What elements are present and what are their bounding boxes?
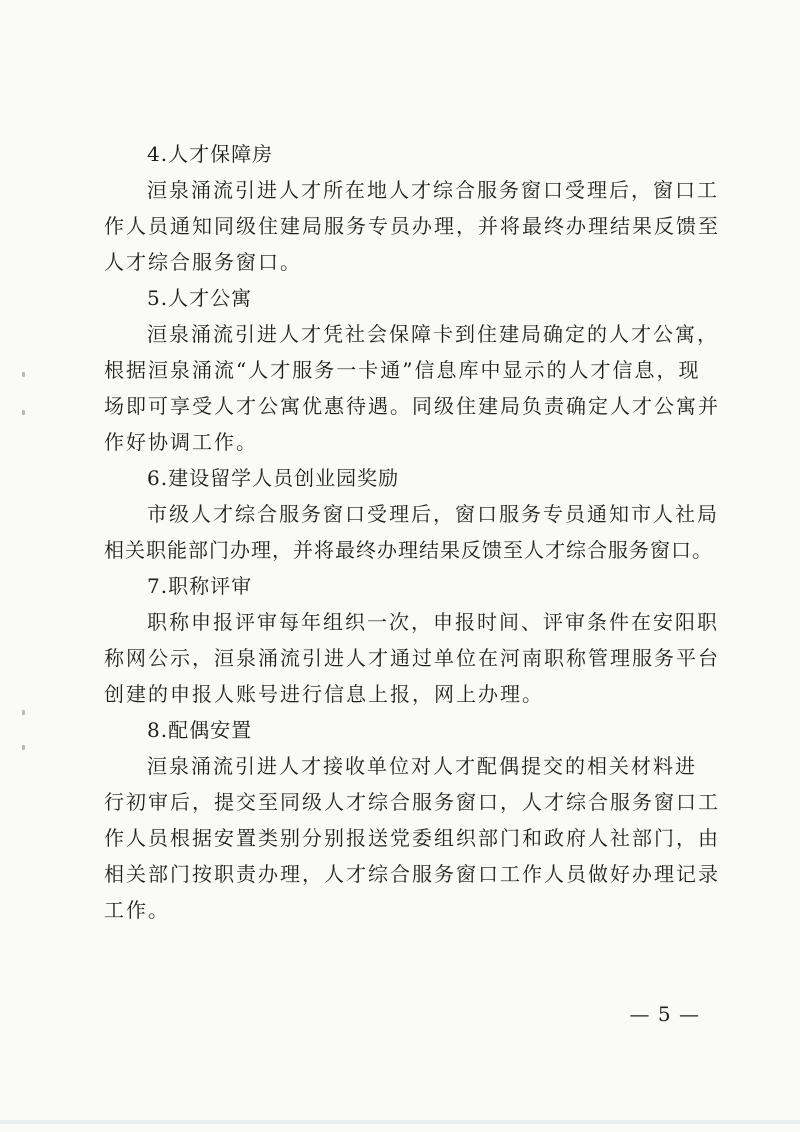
section-heading: 5.人才公寓 (147, 286, 253, 310)
paragraph-line: 职称申报评审每年组织一次，申报时间、评审条件在安阳职 (147, 610, 719, 634)
paragraph-line: 称网公示，洹泉涌流引进人才通过单位在河南职称管理服务平台 (104, 646, 720, 670)
paragraph-line: 作人员通知同级住建局服务专员办理，并将最终办理结果反馈至 (104, 214, 720, 238)
section-talent-apartment (104, 280, 720, 460)
document-body (104, 136, 720, 928)
paragraph-line: 洹泉涌流引进人才所在地人才综合服务窗口受理后，窗口工 (147, 178, 719, 202)
paragraph-line: 相关部门按职责办理，人才综合服务窗口工作人员做好办理记录 (104, 862, 720, 886)
scan-mark (22, 410, 25, 415)
scan-mark (22, 372, 25, 377)
section-paragraph (104, 316, 720, 460)
section-spouse-placement (104, 712, 720, 928)
scan-bottom-edge (0, 1120, 800, 1124)
paragraph-line: 场即可享受人才公寓优惠待遇。同级住建局负责确定人才公寓并 (104, 394, 720, 418)
paragraph-line: 洹泉涌流引进人才接收单位对人才配偶提交的相关材料进 (147, 754, 697, 778)
scan-mark (22, 745, 25, 750)
section-talent-housing (104, 136, 720, 280)
section-title-evaluation (104, 568, 720, 712)
paragraph-line: 行初审后，提交至同级人才综合服务窗口，人才综合服务窗口工 (104, 790, 720, 814)
section-paragraph (104, 748, 720, 928)
paragraph-line: 工作。 (104, 898, 170, 922)
section-heading: 6.建设留学人员创业园奖励 (147, 466, 400, 490)
section-paragraph (104, 604, 720, 712)
section-heading: 8.配偶安置 (147, 718, 253, 742)
section-heading: 4.人才保障房 (147, 142, 274, 166)
paragraph-line: 根据洹泉涌流“人才服务一卡通”信息库中显示的人才信息，现 (104, 358, 701, 382)
section-heading: 7.职称评审 (147, 574, 253, 598)
section-paragraph (104, 172, 720, 280)
paragraph-line: 作人员根据安置类别分别报送党委组织部门和政府人社部门，由 (104, 826, 720, 850)
paragraph-line: 市级人才综合服务窗口受理后，窗口服务专员通知市人社局 (147, 502, 719, 526)
page-number: — 5 — (629, 1002, 700, 1026)
section-paragraph (104, 496, 719, 568)
paragraph-line: 洹泉涌流引进人才凭社会保障卡到住建局确定的人才公寓， (147, 322, 719, 346)
paragraph-line: 作好协调工作。 (104, 430, 258, 454)
paragraph-line: 创建的申报人账号进行信息上报，网上办理。 (104, 682, 544, 706)
paragraph-line: 相关职能部门办理，并将最终办理结果反馈至人才综合服务窗口。 (104, 538, 713, 562)
section-startup-park-reward (104, 460, 719, 568)
paragraph-line: 人才综合服务窗口。 (104, 250, 302, 274)
scan-mark (22, 710, 25, 715)
